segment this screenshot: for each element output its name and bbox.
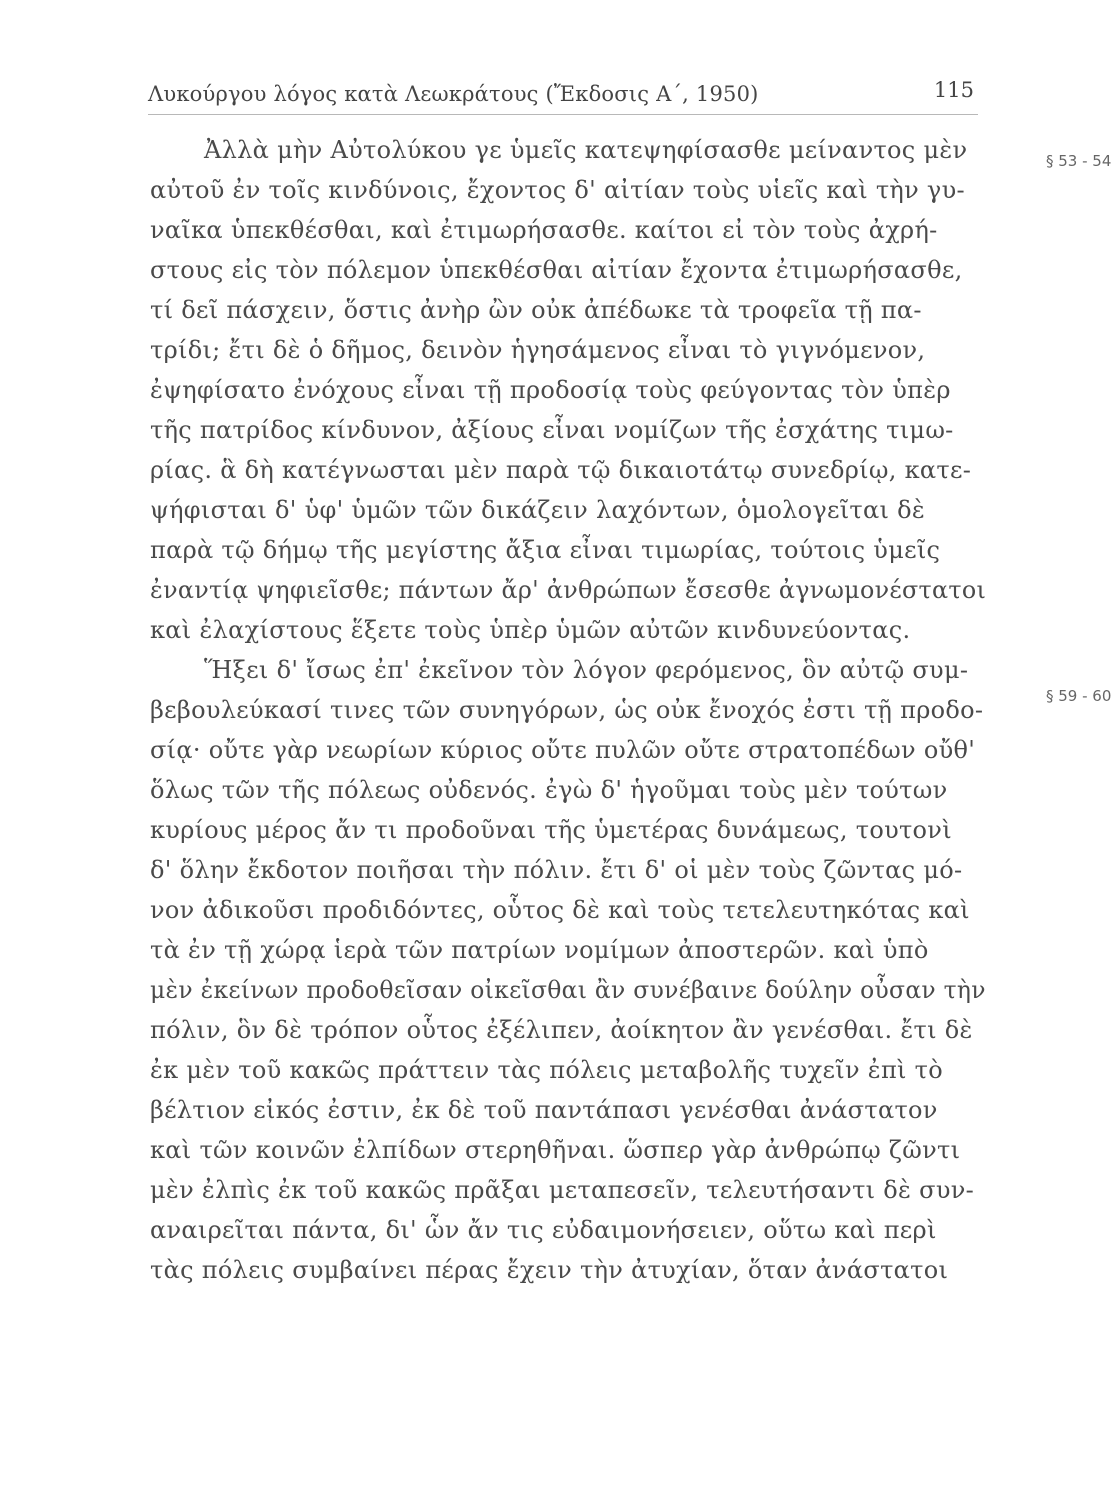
text-line: αὐτοῦ ἐν τοῖς κινδύνοις, ἔχοντος δ' αἰτίαν τοὺς υἱεῖς καὶ τὴν γυ- <box>150 176 965 204</box>
text-line: παρὰ τῷ δήμῳ τῆς μεγίστης ἄξια εἶναι τιμωρίας, τούτοις ὑμεῖς <box>150 536 941 564</box>
text-line: τὰς πόλεις συμβαίνει πέρας ἔχειν τὴν ἀτυχίαν, ὅταν ἀνάστατοι <box>150 1256 949 1284</box>
text-line: δ' ὅλην ἔκδοτον ποιῆσαι τὴν πόλιν. ἔτι δ' οἱ μὲν τοὺς ζῶντας μό- <box>150 856 963 884</box>
text-line: καὶ τῶν κοινῶν ἐλπίδων στερηθῆναι. ὥσπερ γὰρ ἀνθρώπῳ ζῶντι <box>150 1136 961 1164</box>
running-header <box>148 78 978 115</box>
text-line: νον ἀδικοῦσι προδιδόντες, οὗτος δὲ καὶ τοὺς τετελευτηκότας καὶ <box>150 896 970 924</box>
margin-note-section: § 59 - 60 <box>1046 687 1111 705</box>
text-line: ναῖκα ὑπεκθέσθαι, καὶ ἐτιμωρήσασθε. καίτοι εἰ τὸν τοὺς ἀχρή- <box>150 216 938 244</box>
text-line: ἐκ μὲν τοῦ κακῶς πράττειν τὰς πόλεις μεταβολῆς τυχεῖν ἐπὶ τὸ <box>150 1056 943 1084</box>
text-line: ὅλως τῶν τῆς πόλεως οὐδενός. ἐγὼ δ' ἡγοῦμαι τοὺς μὲν τούτων <box>150 776 948 804</box>
text-line: κυρίους μέρος ἄν τι προδοῦναι τῆς ὑμετέρας δυνάμεως, τουτονὶ <box>150 816 952 844</box>
header-title: Λυκούργου λόγος κατὰ Λεωκράτους (Ἔκδοσις Α΄, 1950) <box>148 82 759 106</box>
text-line: τὰ ἐν τῇ χώρᾳ ἱερὰ τῶν πατρίων νομίμων ἀποστερῶν. καὶ ὑπὸ <box>150 936 929 964</box>
margin-note-section: § 53 - 54 <box>1046 152 1111 170</box>
text-line: ψήφισται δ' ὑφ' ὑμῶν τῶν δικάζειν λαχόντων, ὁμολογεῖται δὲ <box>150 496 926 524</box>
text-line: καὶ ἐλαχίστους ἕξετε τοὺς ὑπὲρ ὑμῶν αὐτῶν κινδυνεύοντας. <box>150 616 911 644</box>
text-line: ἐναντίᾳ ψηφιεῖσθε; πάντων ἄρ' ἀνθρώπων ἔσεσθε ἀγνωμονέστατοι <box>150 576 987 604</box>
text-line: μὲν ἐλπὶς ἐκ τοῦ κακῶς πρᾶξαι μεταπεσεῖν, τελευτήσαντι δὲ συν- <box>150 1176 975 1204</box>
text-line: Ἥξει δ' ἴσως ἐπ' ἐκεῖνον τὸν λόγον φερόμενος, ὃν αὐτῷ συμ- <box>204 656 969 684</box>
text-line: πόλιν, ὃν δὲ τρόπον οὗτος ἐξέλιπεν, ἀοίκητον ἂν γενέσθαι. ἔτι δὲ <box>150 1016 973 1044</box>
text-line: ρίας. ἃ δὴ κατέγνωσται μὲν παρὰ τῷ δικαιοτάτῳ συνεδρίῳ, κατε- <box>150 456 972 484</box>
text-line: βεβουλεύκασί τινες τῶν συνηγόρων, ὡς οὐκ ἔνοχός ἐστι τῇ προδο- <box>150 696 984 724</box>
text-line: μὲν ἐκείνων προδοθεῖσαν οἰκεῖσθαι ἂν συνέβαινε δούλην οὖσαν τὴν <box>150 976 986 1004</box>
text-line: τῆς πατρίδος κίνδυνον, ἀξίους εἶναι νομίζων τῆς ἐσχάτης τιμω- <box>150 416 954 444</box>
text-line: σίᾳ· οὔτε γὰρ νεωρίων κύριος οὔτε πυλῶν οὔτε στρατοπέδων οὔθ' <box>150 736 976 764</box>
text-line: στους εἰς τὸν πόλεμον ὑπεκθέσθαι αἰτίαν ἔχοντα ἐτιμωρήσασθε, <box>150 256 963 284</box>
text-line: αναιρεῖται πάντα, δι' ὧν ἄν τις εὐδαιμονήσειεν, οὕτω καὶ περὶ <box>150 1216 937 1244</box>
text-line: Ἀλλὰ μὴν Αὐτολύκου γε ὑμεῖς κατεψηφίσασθε μείναντος μὲν <box>204 136 968 164</box>
text-line: βέλτιον εἰκός ἐστιν, ἐκ δὲ τοῦ παντάπασι γενέσθαι ἀνάστατον <box>150 1096 938 1124</box>
page-number: 115 <box>933 78 974 102</box>
text-line: τί δεῖ πάσχειν, ὅστις ἀνὴρ ὢν οὐκ ἀπέδωκε τὰ τροφεῖα τῇ πα- <box>150 296 922 324</box>
text-line: τρίδι; ἔτι δὲ ὁ δῆμος, δεινὸν ἡγησάμενος εἶναι τὸ γιγνόμενον, <box>150 336 926 364</box>
text-line: ἐψηφίσατο ἐνόχους εἶναι τῇ προδοσίᾳ τοὺς φεύγοντας τὸν ὑπὲρ <box>150 376 951 404</box>
